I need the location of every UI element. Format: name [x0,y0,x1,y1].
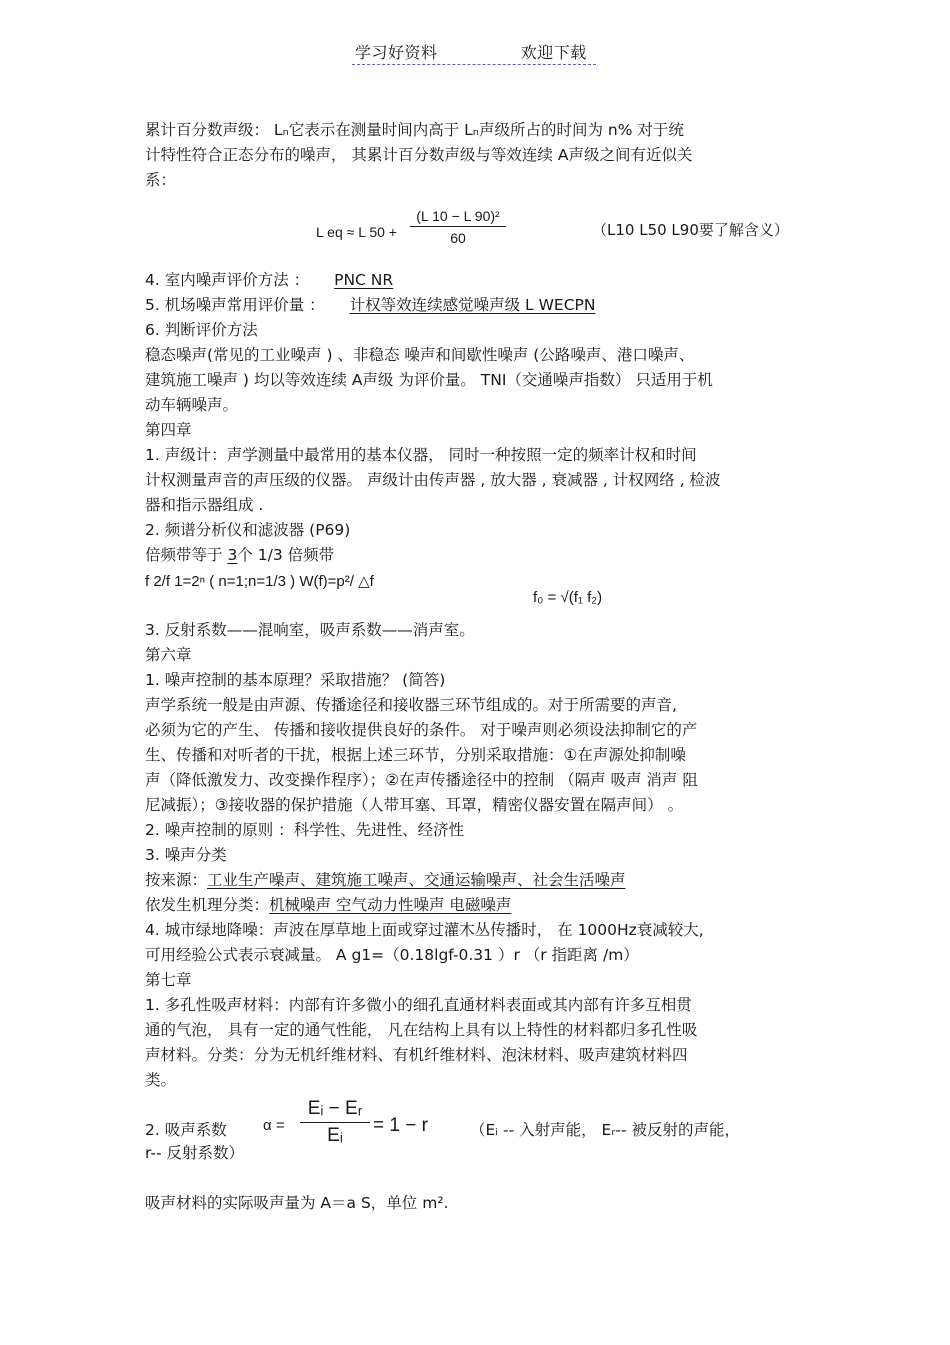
text-line: 动车辆噪声。 [145,396,239,414]
header-right-text: 欢迎下载 [520,43,587,62]
text-line: 系： [145,171,177,189]
text-line: 累计百分数声级： Lₙ它表示在测量时间内高于 Lₙ声级所占的时间为 n% 对于统 [145,121,684,139]
underlined-answer: 机械噪声 空气动力性噪声 电磁噪声 [269,896,512,914]
formula-absorption-numerator: Eᵢ − Eᵣ [300,1098,370,1123]
text-line: 通的气泡， 具有一定的通气性能， 凡在结构上具有以上特性的材料都归多孔性吸 [145,1021,698,1039]
text-line: 计特性符合正态分布的噪声， 其累计百分数声级与等效连续 A声级之间有近似关 [145,146,693,164]
item-label: 按来源： [145,871,208,889]
text-line: 6. 判断评价方法 [145,321,258,339]
formula-center-frequency: f₀ = √(f₁ f₂) [533,589,603,606]
text-line [145,895,511,915]
text-line: 2. 吸声系数 [145,1121,227,1139]
chapter-heading: 第七章 [145,971,192,989]
text-line: 计权测量声音的声压级的仪器。 声级计由传声器 , 放大器 , 衰减器 , 计权网络 , 检波 [145,471,721,489]
text-line: 2. 噪声控制的原则 ：科学性、先进性、经济性 [145,821,465,839]
text-line: r-- 反射系数） [145,1144,244,1162]
header-left-text: 学习好资料 [355,43,438,62]
text-line: 必须为它的产生、 传播和接收提供良好的条件。 对于噪声则必须设法抑制它的产 [145,721,698,739]
text-line: 4. 城市绿地降噪：声波在厚草地上面或穿过灌木丛传播时， 在 1000Hz衰减较大, [145,921,704,939]
text-line: 吸声材料的实际吸声量为 A＝a S，单位 m². [145,1194,449,1212]
formula-leq-numerator: (L 10 − L 90)² [410,208,506,227]
chapter-heading: 第六章 [145,646,192,664]
text-line: 1. 声级计：声学测量中最常用的基本仪器， 同时一种按照一定的频率计权和时间 [145,446,697,464]
formula-absorption-denominator: Eᵢ [327,1125,343,1146]
text-line [145,270,393,290]
text-line: 3. 反射系数——混响室，吸声系数——消声室。 [145,621,475,639]
item-label: 依发生机理分类： [145,896,270,914]
formula-leq-fraction [410,208,506,246]
underlined-answer: 3 [227,546,238,564]
text-line: 2. 频谱分析仪和滤波器 (P69) [145,521,351,539]
underlined-answer: 工业生产噪声、建筑施工噪声、交通运输噪声、社会生活噪声 [207,871,626,889]
text-line: 1. 多孔性吸声材料：内部有许多微小的细孔直通材料表面或其内部有许多互相贯 [145,996,692,1014]
text-line: 器和指示器组成 . [145,496,264,514]
header-divider [352,64,596,65]
item-label: 4. 室内噪声评价方法 ： [145,271,310,289]
formula-octave: f 2/f 1=2ⁿ ( n=1;n=1/3 ) W(f)=p²/ △f [145,573,374,590]
text-line: 声材料。分类：分为无机纤维材料、有机纤维材料、泡沫材料、吸声建筑材料四 [145,1046,688,1064]
formula-leq-left: L eq ≈ L 50 + [316,224,397,240]
formula-absorption-rhs: = 1 − r [373,1115,428,1136]
text-fragment: 个 1/3 倍频带 [237,546,335,564]
formula-leq-note: （L10 L50 L90要了解含义） [592,221,789,239]
text-line: 1. 噪声控制的基本原理？采取措施？ (简答) [145,671,446,689]
text-line: 稳态噪声(常见的工业噪声 ) 、非稳态 噪声和间歇性噪声 (公路噪声、港口噪声、 [145,346,695,364]
formula-absorption-note: （Eᵢ -- 入射声能， Eᵣ-- 被反射的声能， [470,1121,740,1139]
formula-alpha: α = [263,1117,285,1134]
text-line: 生、传播和对听者的干扰，根据上述三环节，分别采取措施：①在声源处抑制噪 [145,746,686,764]
text-fragment: 倍频带等于 [145,546,228,564]
page-header [355,40,587,63]
text-line: 类。 [145,1071,177,1089]
underlined-answer: PNC NR [334,271,394,289]
text-line [145,870,626,890]
text-line: 声学系统一般是由声源、传播途径和接收器三环节组成的。对于所需要的声音, [145,696,677,714]
text-line: 3. 噪声分类 [145,846,227,864]
text-line [145,295,595,315]
underlined-answer: 计权等效连续感觉噪声级 L WECPN [349,296,596,314]
formula-leq-denominator: 60 [450,230,466,246]
formula-absorption-fraction [300,1098,370,1147]
item-label: 5. 机场噪声常用评价量 ： [145,296,325,314]
text-line: 尼减振）；③接收器的保护措施（人带耳塞、耳罩，精密仪器安置在隔声间） 。 [145,796,684,814]
chapter-heading: 第四章 [145,421,192,439]
text-line: 可用经验公式表示衰减量。 A g1=（0.18lgf-0.31 ）r （r 指距离 /m） [145,946,639,964]
text-line: 声（降低激发力、改变操作程序）；②在声传播途径中的控制 （隔声 吸声 消声 阻 [145,771,698,789]
text-line [145,545,334,565]
text-line: 建筑施工噪声 ) 均以等效连续 A声级 为评价量。 TNI（交通噪声指数） 只适用于机 [145,371,713,389]
